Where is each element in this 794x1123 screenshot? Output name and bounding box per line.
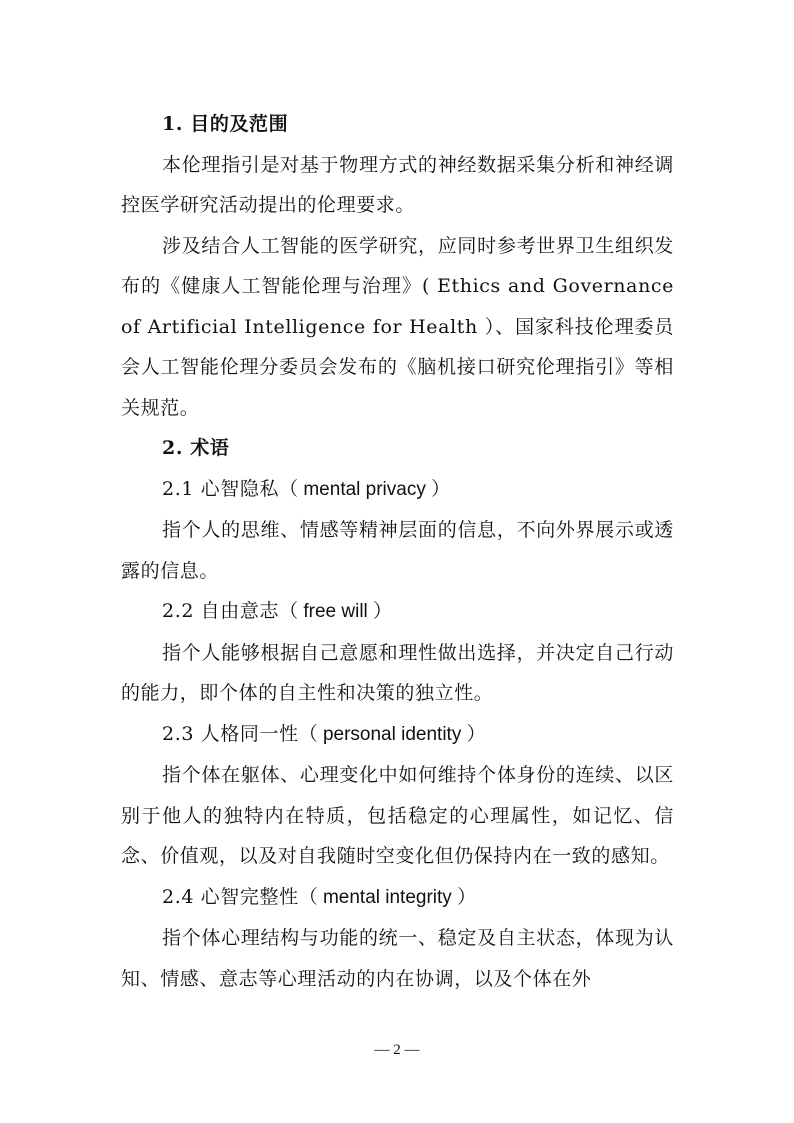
page-content: [121, 104, 674, 999]
term-name-zh: 人格同一性: [200, 722, 299, 745]
page-number: — 2 —: [374, 1042, 420, 1058]
term-number: 2.2: [162, 600, 195, 622]
term-name-en: （ mental privacy ）: [279, 478, 451, 500]
term-2-3-definition: 指个体在躯体、心理变化中如何维持个体身份的连续、以区别于他人的独特内在特质，包括稳定的心理属性，如记忆、信念、价值观，以及对自我随时空变化但仍保持内在一致的感知。: [121, 764, 674, 867]
section-1-paragraph-2: 涉及结合人工智能的医学研究，应同时参考世界卫生组织发布的《健康人工智能伦理与治理》( Ethics and Governance of Artificial Intelligence for Health ）、国家科技伦理委员会人工智能伦理分委员会发布的《脑机接口研究伦理指引》等相关规范。: [121, 234, 674, 419]
term-2-2-title: [121, 591, 674, 633]
term-2-1-title: [121, 469, 674, 511]
term-name-zh: 心智完整性: [200, 885, 299, 908]
term-name-en: （ free will ）: [279, 601, 393, 622]
term-2-3-title: [121, 714, 674, 756]
term-2-4-definition: 指个体心理结构与功能的统一、稳定及自主状态，体现为认知、情感、意志等心理活动的内在协调，以及个体在外: [121, 927, 674, 990]
term-2-2-definition: 指个人能够根据自己意愿和理性做出选择，并决定自己行动的能力，即个体的自主性和决策的独立性。: [121, 641, 674, 704]
section-1-paragraph-1: 本伦理指引是对基于物理方式的神经数据采集分析和神经调控医学研究活动提出的伦理要求。: [121, 153, 674, 216]
term-name-zh: 心智隐私: [200, 477, 280, 500]
term-number: 2.4: [162, 885, 195, 908]
term-2-1-definition: 指个人的思维、情感等精神层面的信息，不向外界展示或透露的信息。: [121, 519, 674, 582]
term-number: 2.1: [162, 477, 195, 500]
section-1-heading: 1. 目的及范围: [162, 113, 289, 135]
term-name-zh: 自由意志: [200, 600, 280, 622]
term-2-4-title: [121, 877, 674, 919]
term-name-en: （ mental integrity ）: [298, 886, 477, 908]
section-2-heading: 2. 术语: [162, 437, 230, 459]
term-number: 2.3: [162, 722, 195, 745]
term-name-en: （ personal identity ）: [298, 723, 486, 745]
